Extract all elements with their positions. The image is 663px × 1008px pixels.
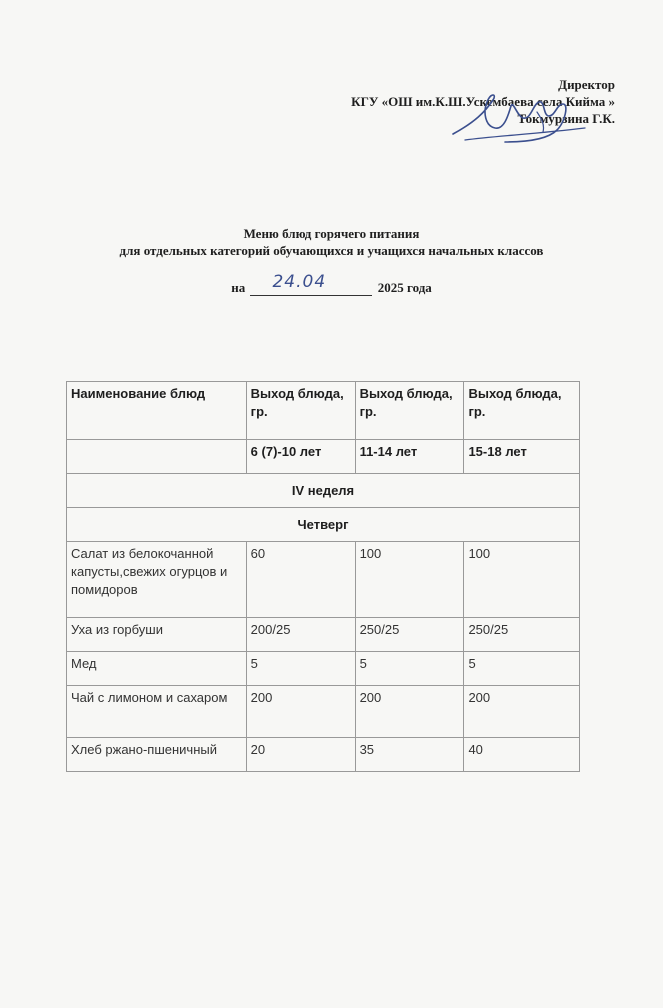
date-field [250,272,372,296]
dish-output-2: 35 [355,738,464,772]
age-row-empty [67,440,247,474]
dish-output-1: 5 [246,652,355,686]
age-group-3: 15-18 лет [464,440,580,474]
dish-name: Мед [67,652,247,686]
dish-output-3: 100 [464,542,580,618]
table-row [67,738,580,772]
header-output-3: Выход блюда, гр. [464,382,580,440]
date-handwritten: 24.04 [272,272,327,292]
dish-output-1: 200/25 [246,618,355,652]
document-title [0,225,663,259]
dish-name: Чай с лимоном и сахаром [67,686,247,738]
handwritten-signature [445,82,595,162]
table-age-row [67,440,580,474]
dish-name: Хлеб ржано-пшеничный [67,738,247,772]
approval-position: Директор [558,77,615,92]
age-group-2: 11-14 лет [355,440,464,474]
date-prefix: на [231,280,246,295]
title-line-2: для отдельных категорий обучающихся и учащихся начальных классов [119,243,544,258]
dish-output-1: 60 [246,542,355,618]
table-row [67,618,580,652]
dish-output-3: 200 [464,686,580,738]
week-label: IV неделя [67,474,580,508]
dish-output-3: 5 [464,652,580,686]
dish-output-3: 40 [464,738,580,772]
table-header-row [67,382,580,440]
dish-output-2: 5 [355,652,464,686]
dish-output-1: 20 [246,738,355,772]
week-row [67,474,580,508]
header-output-2: Выход блюда, гр. [355,382,464,440]
age-group-1: 6 (7)-10 лет [246,440,355,474]
date-line [0,272,663,296]
dish-name: Уха из горбуши [67,618,247,652]
approval-name: Токмурзина Г.К. [517,111,615,126]
header-output-1: Выход блюда, гр. [246,382,355,440]
signature-icon [445,82,595,162]
dish-output-3: 250/25 [464,618,580,652]
dish-output-1: 200 [246,686,355,738]
table-row [67,686,580,738]
dish-output-2: 100 [355,542,464,618]
date-suffix: 2025 года [377,280,432,295]
menu-table [66,381,580,772]
title-line-1: Меню блюд горячего питания [243,226,420,241]
approval-organization: КГУ «ОШ им.К.Ш.Ускембаева села Кийма » [351,94,615,109]
header-dish-name: Наименование блюд [67,382,247,440]
day-row [67,508,580,542]
day-label: Четверг [67,508,580,542]
table-row [67,652,580,686]
dish-output-2: 250/25 [355,618,464,652]
table-row [67,542,580,618]
dish-name: Салат из белокочанной капусты,свежих огурцов и помидоров [67,542,247,618]
dish-output-2: 200 [355,686,464,738]
